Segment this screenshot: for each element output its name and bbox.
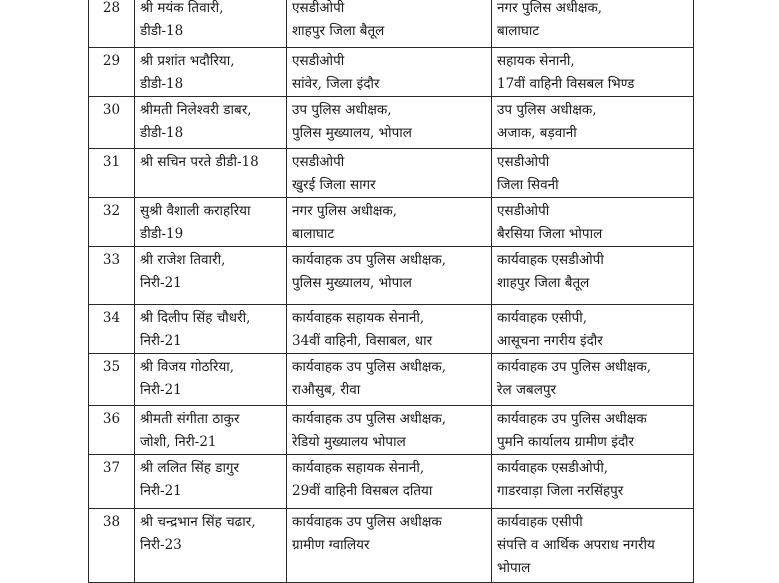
new-posting-cell: [492, 354, 694, 406]
cell-line: नगर पुलिस अधीक्षक,: [292, 203, 398, 219]
serial-number-cell: 36: [89, 406, 135, 455]
cell-line: एसडीओपी: [292, 53, 345, 69]
cell-line: उप पुलिस अधीक्षक,: [497, 102, 597, 118]
cell-line: एसडीओपी: [497, 154, 550, 170]
current-posting-cell: [287, 97, 492, 149]
current-posting-cell: [287, 198, 492, 247]
cell-line: श्री राजेश तिवारी,: [140, 252, 226, 268]
new-posting-cell: [492, 509, 694, 583]
table-row: [89, 149, 694, 198]
serial-number-cell: 35: [89, 354, 135, 406]
current-posting-cell: [287, 406, 492, 455]
current-posting-cell: [287, 149, 492, 198]
officer-name-cell: [135, 354, 287, 406]
cell-line: कार्यवाहक उप पुलिस अधीक्षक,: [292, 252, 447, 268]
cell-line: श्री विजय गोठरिया,: [140, 359, 235, 375]
cell-line: डीडी-19: [140, 226, 184, 242]
cell-line: निरी-21: [140, 382, 182, 398]
serial-number-cell: 29: [89, 48, 135, 97]
cell-line: निरी-21: [140, 483, 182, 499]
cell-line: डीडी-18: [140, 76, 184, 92]
cell-line: सहायक सेनानी,: [497, 53, 575, 69]
table-row: [89, 48, 694, 97]
new-posting-cell: [492, 198, 694, 247]
cell-line: एसडीओपी: [497, 203, 550, 219]
current-posting-cell: [287, 354, 492, 406]
cell-line: श्री दिलीप सिंह चौधरी,: [140, 310, 251, 326]
cell-line: कार्यवाहक सहायक सेनानी,: [292, 310, 425, 326]
cell-line: अजाक, बड़वानी: [497, 125, 577, 141]
cell-line: 17वीं वाहिनी विसबल भिण्ड: [497, 76, 635, 92]
cell-line: सांवेर, जिला इंदौर: [292, 76, 380, 92]
cell-line: श्रीमती निलेश्वरी डाबर,: [140, 102, 252, 118]
new-posting-cell: [492, 406, 694, 455]
cell-line: संपत्ति व आर्थिक अपराध नगरीय: [497, 537, 655, 553]
cell-line: श्री सचिन परते डीडी-18: [140, 154, 259, 170]
cell-line: कार्यवाहक एसडीओपी: [497, 252, 604, 268]
officer-name-cell: [135, 305, 287, 354]
current-posting-cell: [287, 0, 492, 48]
cell-line: निरी-21: [140, 333, 182, 349]
serial-number-cell: 37: [89, 455, 135, 509]
cell-line: भोपाल: [497, 560, 531, 576]
new-posting-cell: [492, 0, 694, 48]
serial-number-cell: 30: [89, 97, 135, 149]
table-row: [89, 406, 694, 455]
serial-number-cell: 38: [89, 509, 135, 583]
cell-line: कार्यवाहक उप पुलिस अधीक्षक,: [292, 411, 447, 427]
cell-line: खुरई जिला सागर: [292, 177, 376, 193]
serial-number-cell: 32: [89, 198, 135, 247]
cell-line: कार्यवाहक एसीपी: [497, 514, 583, 530]
officer-name-cell: [135, 149, 287, 198]
transfer-table-body: [89, 0, 694, 583]
cell-line: एसडीओपी: [292, 154, 345, 170]
cell-line: श्री ललित सिंह डागुर: [140, 460, 240, 476]
officer-name-cell: [135, 247, 287, 305]
new-posting-cell: [492, 455, 694, 509]
table-row: [89, 247, 694, 305]
officer-name-cell: [135, 97, 287, 149]
cell-line: कार्यवाहक उप पुलिस अधीक्षक,: [497, 359, 652, 375]
cell-line: डीडी-18: [140, 125, 184, 141]
cell-line: पुलिस मुख्यालय, भोपाल: [292, 275, 412, 291]
transfer-table: [88, 0, 694, 583]
cell-line: एसडीओपी: [292, 0, 345, 16]
cell-line: कार्यवाहक सहायक सेनानी,: [292, 460, 425, 476]
new-posting-cell: [492, 97, 694, 149]
serial-number-cell: 28: [89, 0, 135, 48]
officer-name-cell: [135, 455, 287, 509]
cell-line: कार्यवाहक उप पुलिस अधीक्षक,: [292, 359, 447, 375]
cell-line: श्री मयंक तिवारी,: [140, 0, 224, 16]
cell-line: शाहपुर जिला बैतूल: [497, 275, 590, 291]
table-row: [89, 0, 694, 48]
cell-line: बालाघाट: [292, 226, 335, 242]
table-row: [89, 455, 694, 509]
officer-name-cell: [135, 406, 287, 455]
cell-line: श्री प्रशांत भदौरिया,: [140, 53, 235, 69]
cell-line: कार्यवाहक एसडीओपी,: [497, 460, 609, 476]
table-row: [89, 509, 694, 583]
cell-line: निरी-21: [140, 275, 182, 291]
cell-line: ग्रामीण ग्वालियर: [292, 537, 370, 553]
new-posting-cell: [492, 149, 694, 198]
current-posting-cell: [287, 455, 492, 509]
new-posting-cell: [492, 305, 694, 354]
cell-line: 34वीं वाहिनी, विसाबल, धार: [292, 333, 433, 349]
table-row: [89, 97, 694, 149]
cell-line: कार्यवाहक उप पुलिस अधीक्षक: [497, 411, 647, 427]
cell-line: कार्यवाहक एसीपी,: [497, 310, 588, 326]
table-row: [89, 354, 694, 406]
officer-name-cell: [135, 0, 287, 48]
cell-line: राऔसुब, रीवा: [292, 382, 361, 398]
serial-number-cell: 34: [89, 305, 135, 354]
cell-line: गाडरवाड़ा जिला नरसिंहपुर: [497, 483, 624, 499]
cell-line: कार्यवाहक उप पुलिस अधीक्षक: [292, 514, 442, 530]
cell-line: सुश्री वैशाली कराहरिया: [140, 203, 251, 219]
cell-line: पुलिस मुख्यालय, भोपाल: [292, 125, 412, 141]
new-posting-cell: [492, 48, 694, 97]
cell-line: डीडी-18: [140, 23, 184, 39]
new-posting-cell: [492, 247, 694, 305]
serial-number-cell: 33: [89, 247, 135, 305]
officer-name-cell: [135, 198, 287, 247]
cell-line: शाहपुर जिला बैतूल: [292, 23, 385, 39]
cell-line: आसूचना नगरीय इंदौर: [497, 333, 603, 349]
cell-line: बैरसिया जिला भोपाल: [497, 226, 603, 242]
officer-name-cell: [135, 48, 287, 97]
cell-line: श्रीमती संगीता ठाकुर: [140, 411, 240, 427]
cell-line: बालाघाट: [497, 23, 540, 39]
officer-name-cell: [135, 509, 287, 583]
current-posting-cell: [287, 509, 492, 583]
cell-line: नगर पुलिस अधीक्षक,: [497, 0, 603, 16]
table-row: [89, 305, 694, 354]
cell-line: जोशी, निरी-21: [140, 434, 217, 450]
cell-line: पुमनि कार्यालय ग्रामीण इंदौर: [497, 434, 635, 450]
cell-line: रेल जबलपुर: [497, 382, 557, 398]
cell-line: उप पुलिस अधीक्षक,: [292, 102, 392, 118]
current-posting-cell: [287, 305, 492, 354]
current-posting-cell: [287, 247, 492, 305]
cell-line: रेडियो मुख्यालय भोपाल: [292, 434, 406, 450]
cell-line: निरी-23: [140, 537, 182, 553]
cell-line: 29वीं वाहिनी विसबल दतिया: [292, 483, 433, 499]
table-row: [89, 198, 694, 247]
cell-line: श्री चन्द्रभान सिंह चढार,: [140, 514, 256, 530]
current-posting-cell: [287, 48, 492, 97]
cell-line: जिला सिवनी: [497, 177, 559, 193]
serial-number-cell: 31: [89, 149, 135, 198]
